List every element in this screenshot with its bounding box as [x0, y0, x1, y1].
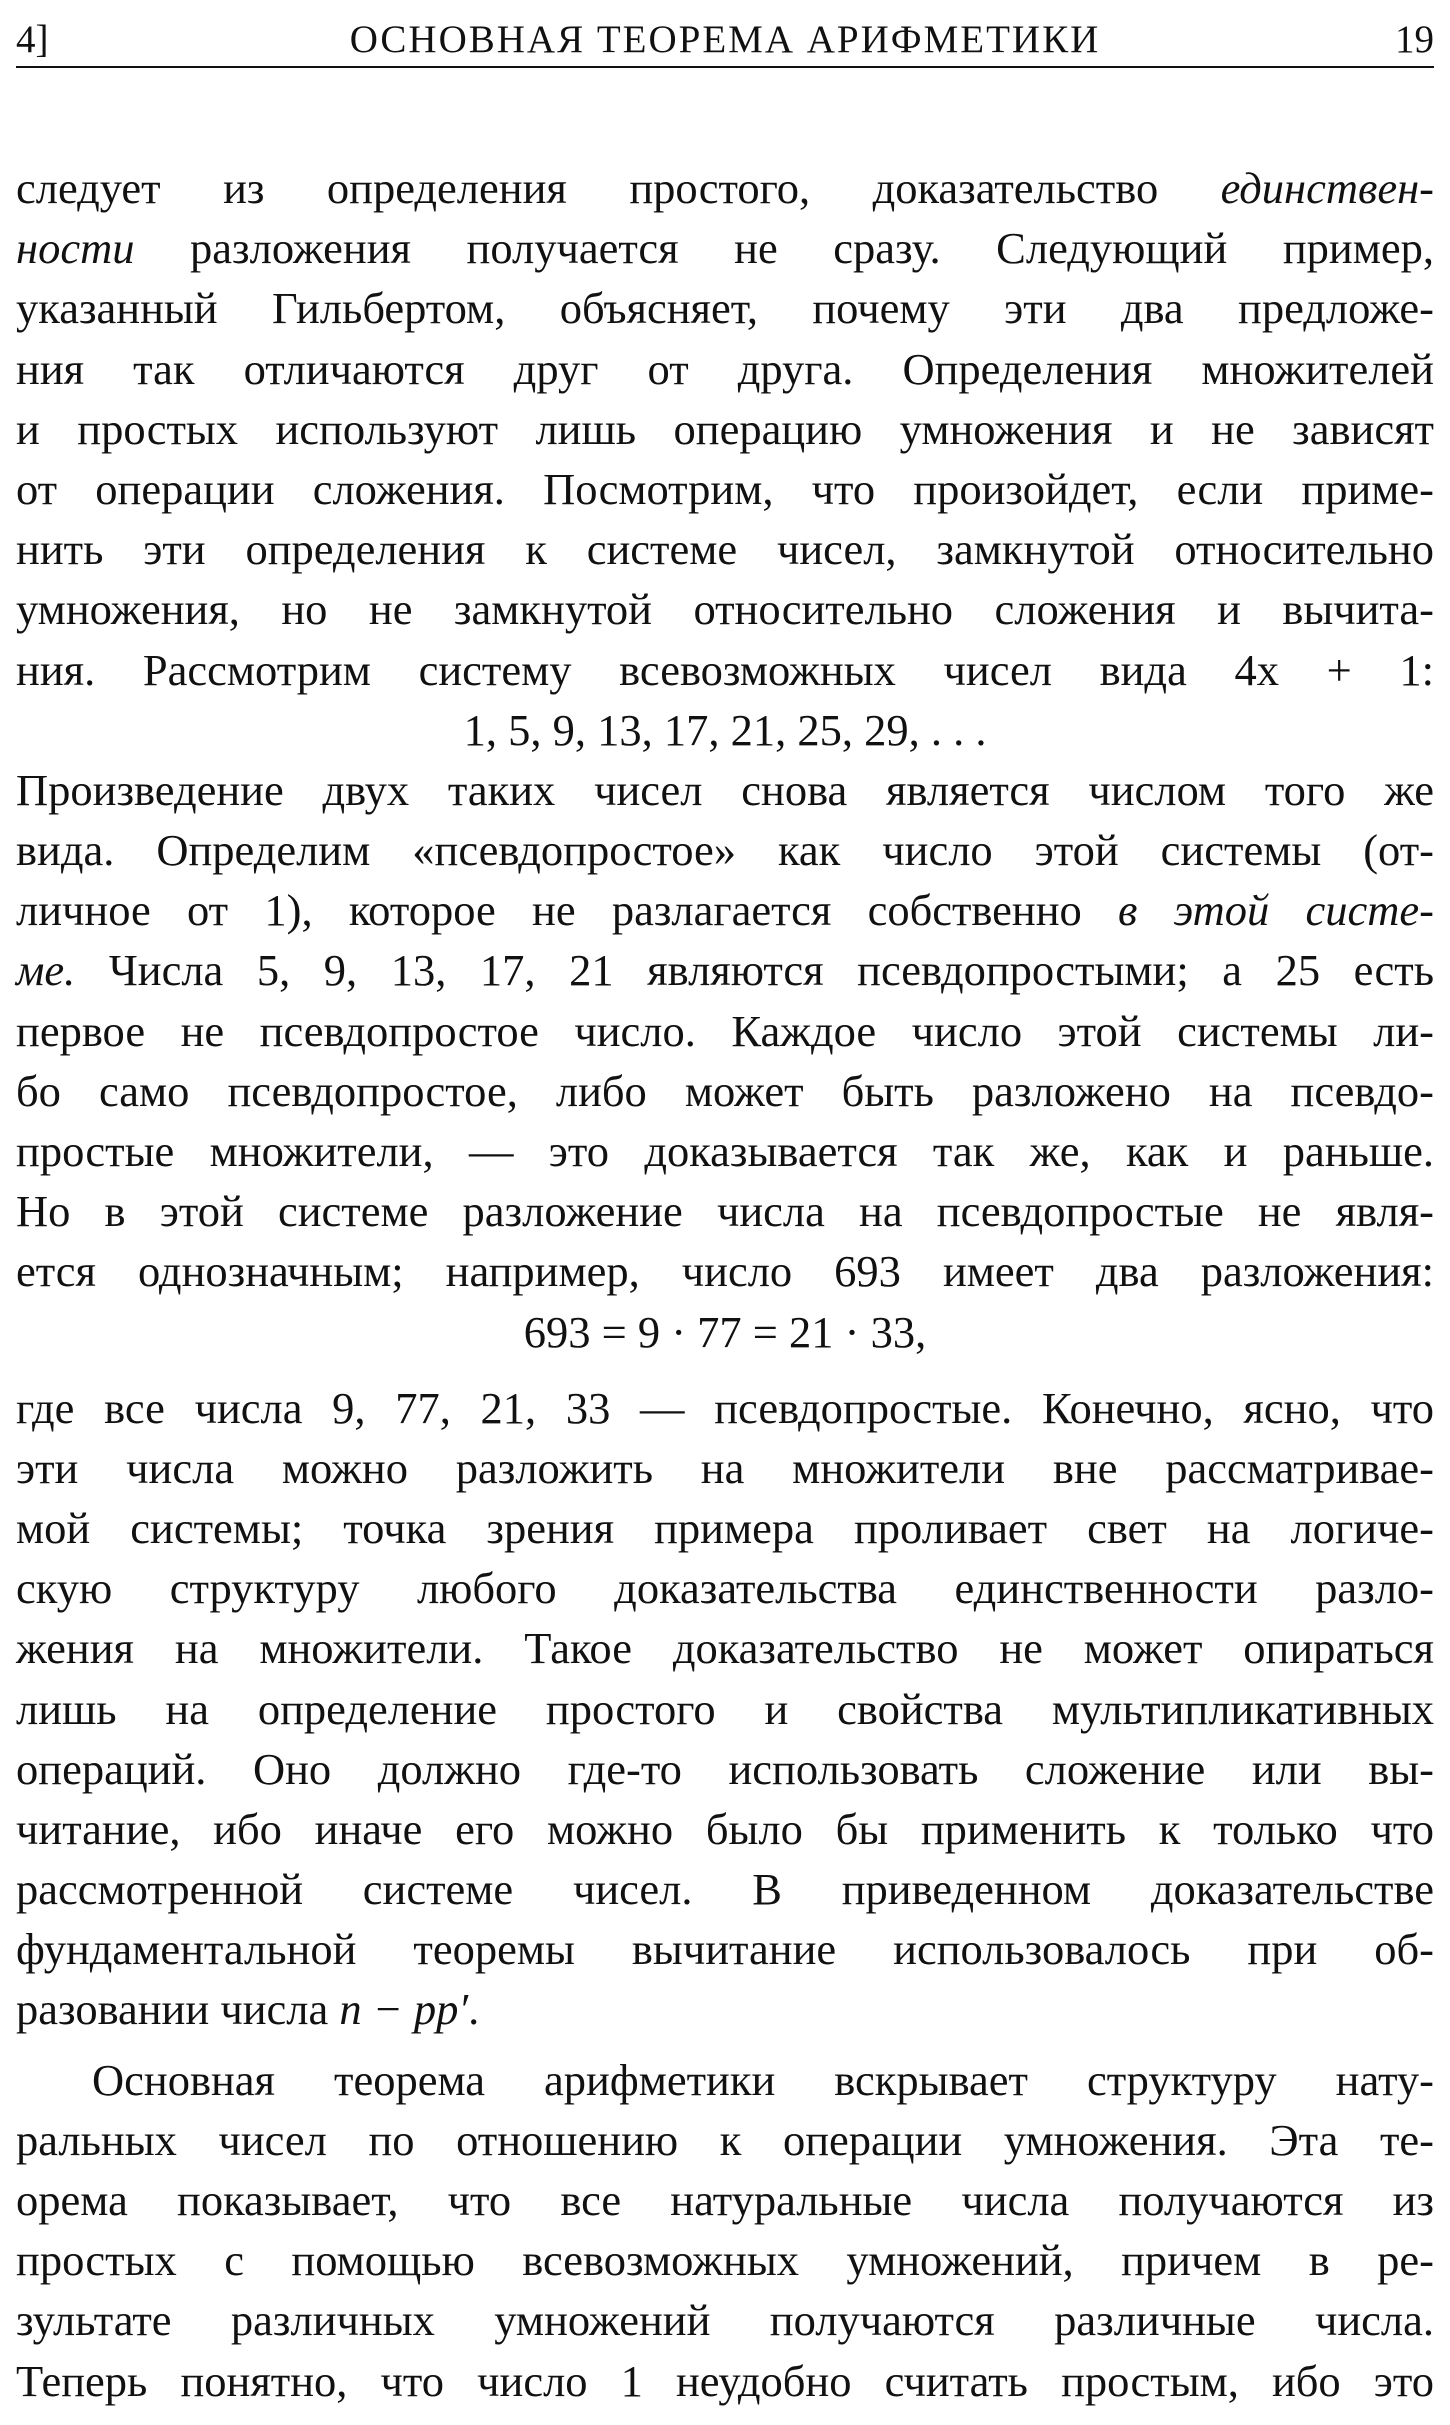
text-line: Теперь понятно, что число 1 неудобно считать простым, ибо это	[16, 2355, 1434, 2406]
text-line: орема показывает, что все натуральные числа получаются из	[16, 2175, 1434, 2225]
chapter-title: ОСНОВНАЯ ТЕОРЕМА АРИФМЕТИКИ	[349, 18, 1101, 61]
italic-text: в этой систе-	[1118, 885, 1434, 936]
text-line: мой системы; точка зрения примера проливает свет на логиче-	[16, 1502, 1434, 1553]
text-line: зультате различных умножений получаются различные числа.	[16, 2295, 1434, 2346]
text-line	[16, 1979, 1434, 2039]
text-line: от операции сложения. Посмотрим, что произойдет, если приме-	[16, 463, 1434, 514]
text-line	[16, 940, 1434, 1000]
text-span: .	[468, 1984, 480, 2035]
text-line: фундаментальной теоремы вычитание использовалось при об-	[16, 1924, 1434, 1975]
italic-text: единствен-	[1220, 163, 1434, 213]
text-line: скую структуру любого доказательства единственности разло-	[16, 1563, 1434, 1614]
italic-text: ме.	[16, 945, 76, 996]
section-number: 4]	[16, 18, 49, 61]
text-line: указанный Гильбертом, объясняет, почему эти два предложе-	[16, 283, 1434, 334]
text-line: ния. Рассмотрим систему всевозможных чисел вида 4x + 1:	[16, 644, 1434, 695]
text-span: следует из определения простого, доказательство	[16, 163, 1221, 213]
text-line: ральных чисел по отношению к операции умножения. Эта те-	[16, 2114, 1434, 2165]
paragraph-gap	[16, 2040, 1434, 2050]
text-span: Числа 5, 9, 13, 17, 21 являются псевдопростыми; а 25 есть	[75, 945, 1434, 996]
text-line: ется однозначным; например, число 693 имеет два разложения:	[16, 1246, 1434, 1297]
text-span: личное от 1), которое не разлагается собственно	[16, 885, 1119, 936]
italic-math: n − pp′	[339, 1984, 469, 2035]
text-line: вида. Определим «псевдопростое» как число этой системы (от-	[16, 825, 1434, 876]
paragraph-3	[16, 1378, 1434, 2040]
running-header	[16, 14, 1434, 68]
paragraph-1	[16, 158, 1434, 700]
paragraph-2	[16, 760, 1434, 1302]
text-line: Но в этой системе разложение числа на псевдопростые не явля-	[16, 1186, 1434, 1237]
text-line: простые множители, — это доказывается так же, как и раньше.	[16, 1126, 1434, 1176]
text-line: читание, ибо иначе его можно было бы применить к только что	[16, 1803, 1434, 1854]
text-line: первое не псевдопростое число. Каждое число этой системы ли-	[16, 1005, 1434, 1056]
text-line: эти числа можно разложить на множители вне рассматривае-	[16, 1442, 1434, 1493]
text-span: разложения получается не сразу. Следующий пример,	[134, 223, 1434, 274]
text-line: лишь на определение простого и свойства мультипликативных	[16, 1683, 1434, 1734]
factorization-formula: 693 = 9 · 77 = 21 · 33,	[523, 1306, 927, 1357]
text-line: простых с помощью всевозможных умножений, причем в ре-	[16, 2235, 1434, 2286]
sequence-formula: 1, 5, 9, 13, 17, 21, 25, 29, . . .	[463, 704, 987, 755]
text-line: ния так отличаются друг от друга. Определения множителей	[16, 343, 1434, 394]
page-body	[16, 158, 1434, 2411]
text-line	[16, 218, 1434, 278]
text-line: операций. Оно должно где-то использовать сложение или вы-	[16, 1743, 1434, 1794]
text-line	[16, 880, 1434, 940]
book-page	[16, 0, 1434, 2425]
italic-text: ности	[16, 223, 135, 274]
text-line: Произведение двух таких чисел снова является числом того же	[16, 764, 1434, 815]
text-line: где все числа 9, 77, 21, 33 — псевдопростые. Конечно, ясно, что	[16, 1382, 1434, 1433]
text-line: рассмотренной системе чисел. В приведенном доказательстве	[16, 1864, 1434, 1915]
page-number: 19	[1395, 18, 1434, 61]
text-line: Основная теорема арифметики вскрывает структуру нату-	[92, 2054, 1434, 2105]
text-line: бо само псевдопростое, либо может быть разложено на псевдо-	[16, 1065, 1434, 1116]
text-line: жения на множители. Такое доказательство не может опираться	[16, 1623, 1434, 1674]
paragraph-4	[16, 2050, 1434, 2411]
text-line: и простых используют лишь операцию умножения и не зависят	[16, 403, 1434, 454]
text-line: умножения, но не замкнутой относительно сложения и вычита-	[16, 584, 1434, 635]
text-span: разовании числа	[16, 1984, 340, 2035]
text-line: нить эти определения к системе чисел, замкнутой относительно	[16, 524, 1434, 575]
text-line	[16, 158, 1434, 218]
